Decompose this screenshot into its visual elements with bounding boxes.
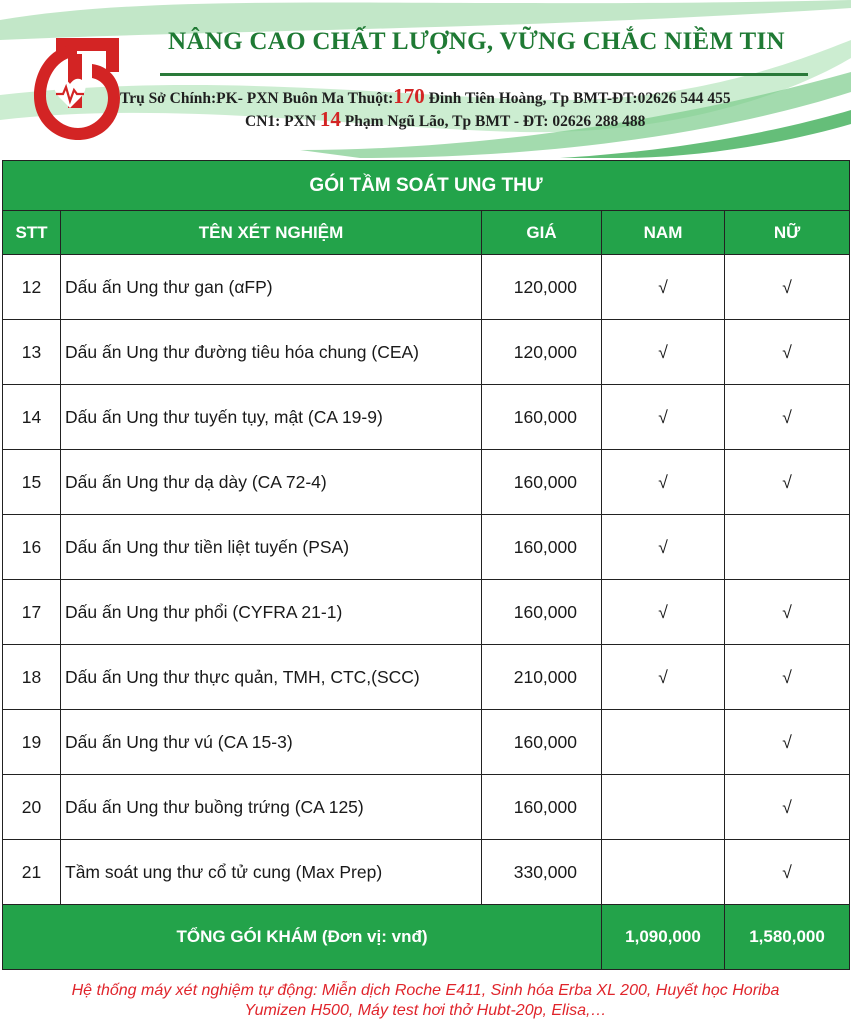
row-male-check: [602, 710, 725, 775]
row-male-check: √: [602, 320, 725, 385]
table-row: [3, 580, 850, 645]
row-male-check: √: [602, 645, 725, 710]
column-header-price: GIÁ: [482, 211, 602, 255]
row-stt: 20: [3, 775, 61, 840]
row-male-check: √: [602, 450, 725, 515]
divider: [160, 73, 808, 76]
table-row: [3, 385, 850, 450]
table-row: [3, 320, 850, 385]
row-price: 160,000: [482, 450, 602, 515]
address-number: 170: [393, 84, 425, 108]
clinic-logo: [30, 36, 125, 142]
column-header-name: TÊN XÉT NGHIỆM: [61, 211, 482, 255]
row-female-check: √: [725, 255, 850, 320]
row-test-name: Dấu ấn Ung thư dạ dày (CA 72-4): [61, 450, 482, 515]
row-female-check: [725, 515, 850, 580]
row-price: 160,000: [482, 385, 602, 450]
row-price: 120,000: [482, 255, 602, 320]
branch-address: CN1: PXN 14 Phạm Ngũ Lão, Tp BMT - ĐT: 02626 288 488: [245, 107, 646, 131]
row-female-check: √: [725, 320, 850, 385]
column-header-male: NAM: [602, 211, 725, 255]
table-row: [3, 840, 850, 905]
row-stt: 14: [3, 385, 61, 450]
row-female-check: √: [725, 450, 850, 515]
row-test-name: Dấu ấn Ung thư vú (CA 15-3): [61, 710, 482, 775]
row-price: 160,000: [482, 580, 602, 645]
total-male: 1,090,000: [602, 905, 725, 970]
row-stt: 18: [3, 645, 61, 710]
row-female-check: √: [725, 710, 850, 775]
equipment-note-line: Hệ thống máy xét nghiệm tự động: Miễn dịch Roche E411, Sinh hóa Erba XL 200, Huyết học Horiba: [71, 982, 780, 999]
column-header-stt: STT: [3, 211, 61, 255]
table-row: [3, 515, 850, 580]
row-stt: 16: [3, 515, 61, 580]
row-price: 330,000: [482, 840, 602, 905]
row-stt: 12: [3, 255, 61, 320]
row-price: 160,000: [482, 710, 602, 775]
total-label: TỔNG GÓI KHÁM (Đơn vị: vnđ): [3, 905, 602, 970]
row-male-check: √: [602, 385, 725, 450]
row-price: 210,000: [482, 645, 602, 710]
table-title: GÓI TẦM SOÁT UNG THƯ: [3, 161, 850, 211]
table-row: [3, 710, 850, 775]
row-price: 120,000: [482, 320, 602, 385]
table-row: [3, 255, 850, 320]
equipment-note: [0, 981, 851, 1021]
row-male-check: √: [602, 515, 725, 580]
row-price: 160,000: [482, 775, 602, 840]
table-row: [3, 450, 850, 515]
row-stt: 19: [3, 710, 61, 775]
row-test-name: Dấu ấn Ung thư tiền liệt tuyến (PSA): [61, 515, 482, 580]
row-male-check: √: [602, 255, 725, 320]
row-test-name: Dấu ấn Ung thư đường tiêu hóa chung (CEA): [61, 320, 482, 385]
total-female: 1,580,000: [725, 905, 850, 970]
row-test-name: Dấu ấn Ung thư thực quản, TMH, CTC,(SCC): [61, 645, 482, 710]
table-row: [3, 645, 850, 710]
slogan: NÂNG CAO CHẤT LƯỢNG, VỮNG CHẮC NIỀM TIN: [168, 28, 785, 55]
row-female-check: √: [725, 840, 850, 905]
row-female-check: √: [725, 775, 850, 840]
column-header-female: NỮ: [725, 211, 850, 255]
main-office-address: Trụ Sở Chính:PK- PXN Buôn Ma Thuột:170 Đinh Tiên Hoàng, Tp BMT-ĐT:02626 544 455: [120, 84, 731, 108]
row-stt: 21: [3, 840, 61, 905]
row-test-name: Dấu ấn Ung thư gan (αFP): [61, 255, 482, 320]
row-male-check: [602, 775, 725, 840]
row-test-name: Dấu ấn Ung thư buồng trứng (CA 125): [61, 775, 482, 840]
page-header: [0, 0, 851, 158]
address-number: 14: [319, 107, 341, 131]
equipment-note-line: Yumizen H500, Máy test hơi thở Hubt-20p, Elisa,…: [244, 1002, 607, 1019]
green-swoosh-decoration: [0, 0, 851, 158]
row-stt: 17: [3, 580, 61, 645]
row-test-name: Tầm soát ung thư cổ tử cung (Max Prep): [61, 840, 482, 905]
row-stt: 13: [3, 320, 61, 385]
cancer-screening-table: [2, 160, 850, 970]
row-stt: 15: [3, 450, 61, 515]
row-female-check: √: [725, 385, 850, 450]
row-female-check: √: [725, 645, 850, 710]
row-male-check: [602, 840, 725, 905]
row-test-name: Dấu ấn Ung thư tuyến tụy, mật (CA 19-9): [61, 385, 482, 450]
row-price: 160,000: [482, 515, 602, 580]
row-female-check: √: [725, 580, 850, 645]
total-row: [3, 905, 850, 970]
table-row: [3, 775, 850, 840]
row-test-name: Dấu ấn Ung thư phổi (CYFRA 21-1): [61, 580, 482, 645]
row-male-check: √: [602, 580, 725, 645]
